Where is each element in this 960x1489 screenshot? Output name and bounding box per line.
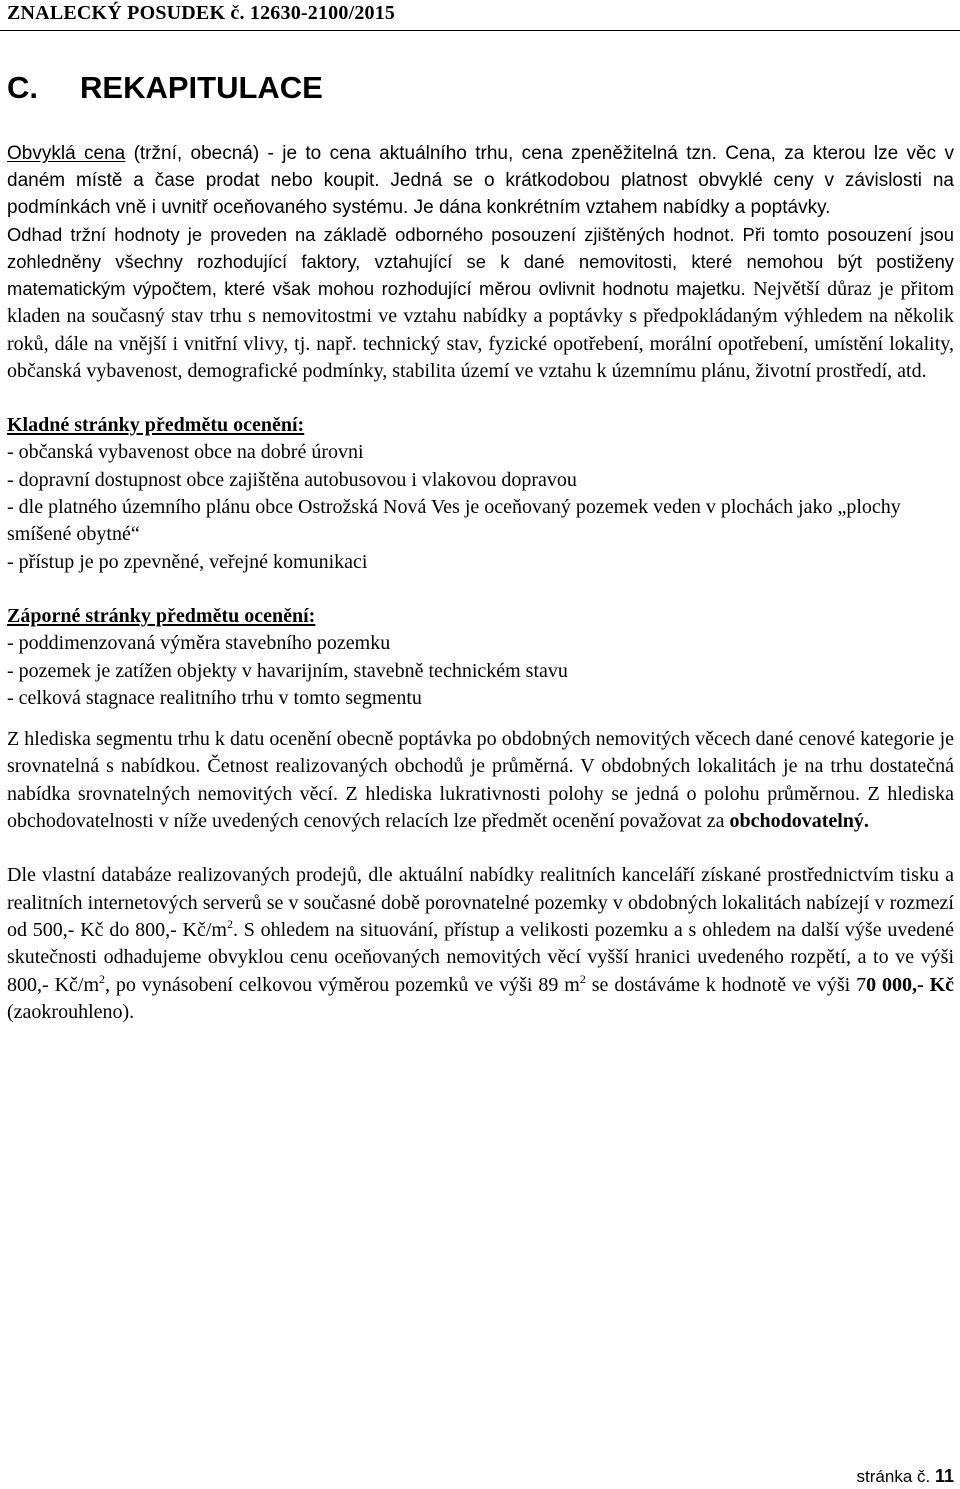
- list-item: - pozemek je zatížen objekty v havarijním, stavebně technickém stavu: [7, 659, 568, 682]
- section-title: REKAPITULACE: [80, 70, 323, 105]
- list-item: - přístup je po zpevněné, veřejné komunikaci: [7, 550, 368, 573]
- valuation-text: (zaokrouhleno).: [7, 1000, 135, 1023]
- negatives-list: [7, 630, 954, 712]
- header-divider: [0, 30, 960, 31]
- page-number: 11: [934, 1466, 954, 1486]
- estimate-serif-text: Největší důraz je přitom kladen na současný stav trhu s nemovitostmi ve vztahu nabídky a poptávky s předpokládaným výhledem na několik roků, dále na vnější i vnitřní vlivy, tj. např. technický stav, fyzické opotřebení, morální opotřebení, umístění lokality, občanská vybavenost, demografické podmínky, stabilita území ve vztahu k územnímu plánu, životní prostředí, atd.: [7, 278, 955, 382]
- spacer: [7, 712, 954, 726]
- valuation-text: . S ohledem na situování, přístup a velikosti pozemku a s ohledem na další výše uvedené skutečnosti odhadujeme obvyklou cenu oceňovaných nemovitých věcí vyšší hranici uvedeného rozpětí, a to ve výši 800,- Kč/m: [7, 918, 954, 996]
- positives-title: Kladné stránky předmětu ocenění:: [7, 414, 305, 437]
- valuation-text: Dle vlastní databáze realizovaných prodejů, dle aktuální nabídky realitních kanceláří získané prostřednictvím tisku a realitních internetových serverů se v současné době porovnatelné pozemky v obdobných lokalitách nabízejí v rozmezí od 500,- Kč do 800,- Kč/m: [7, 864, 954, 941]
- valuation-result: 0 000,- Kč: [866, 973, 955, 996]
- spacer: [7, 576, 954, 603]
- list-item: - dle platného územního plánu obce Ostrožská Nová Ves je oceňovaný pozemek veden v plochách jako „plochy smíšené obytné“: [7, 496, 901, 546]
- intro-paragraph: [7, 140, 954, 221]
- intro-term: Obvyklá cena: [7, 143, 126, 164]
- document-body: [7, 140, 954, 1026]
- superscript: 2: [579, 971, 586, 986]
- positives-list: [7, 439, 954, 575]
- market-text: Z hlediska segmentu trhu k datu ocenění obecně poptávka po obdobných nemovitých věcech dané cenové kategorie je srovnatelná s nabídkou. Četnost realizovaných obchodů je průměrná. V obdobných lokalitách je na trhu dostatečná nabídka srovnatelných nemovitých věcí. Z hlediska lukrativnosti polohy se jedná o polohu průměrnou. Z hlediska obchodovatelnosti v níže uvedených cenových relacích lze předmět ocenění považovat za: [7, 728, 954, 833]
- negatives-title: Záporné stránky předmětu ocenění:: [7, 604, 316, 627]
- estimate-sans-text: Odhad tržní hodnoty je proveden na základě odborného posouzení zjištěných hodnot. Při tomto posouzení jsou zohledněny všechny rozhodující faktory, vztahující se k dané nemovitosti, které nemohou být postiženy matematickým výpočtem, které však mohou rozhodující měrou ovlivnit hodnotu majetku.: [7, 224, 954, 299]
- page-label: stránka č.: [856, 1467, 935, 1486]
- market-verdict: obchodovatelný.: [729, 810, 869, 833]
- intro-definition: (tržní, obecná) - je to cena aktuálního trhu, cena zpeněžitelná tzn. Cena, za kterou lze věc v daném místě a čase prodat nebo koupit. Jedná se o krátkodobou platnost obvyklé ceny v závislosti na podmínkách vně i uvnitř oceňovaného systému. Je dána konkrétním vztahem nabídky a poptávky.: [7, 143, 954, 218]
- section-heading: [7, 70, 323, 106]
- list-item: - dopravní dostupnost obce zajištěna autobusovou i vlakovou dopravou: [7, 468, 577, 491]
- document-header: ZNALECKÝ POSUDEK č. 12630-2100/2015: [7, 2, 396, 24]
- spacer: [7, 835, 954, 862]
- valuation-paragraph: [7, 862, 954, 1026]
- valuation-text: , po vynásobení celkovou výměrou pozemků ve výši 89 m: [105, 973, 580, 996]
- market-paragraph: [7, 726, 954, 835]
- section-number: C.: [7, 70, 38, 105]
- list-item: - poddimenzovaná výměra stavebního pozemku: [7, 632, 391, 655]
- spacer: [7, 385, 954, 412]
- estimate-paragraph: [7, 221, 954, 385]
- page-footer: [857, 1466, 954, 1487]
- superscript: 2: [99, 971, 106, 986]
- list-item: - celková stagnace realitního trhu v tomto segmentu: [7, 686, 422, 709]
- list-item: - občanská vybavenost obce na dobré úrovni: [7, 441, 364, 464]
- superscript: 2: [226, 916, 233, 931]
- valuation-text: se dostáváme k hodnotě ve výši 7: [585, 973, 867, 996]
